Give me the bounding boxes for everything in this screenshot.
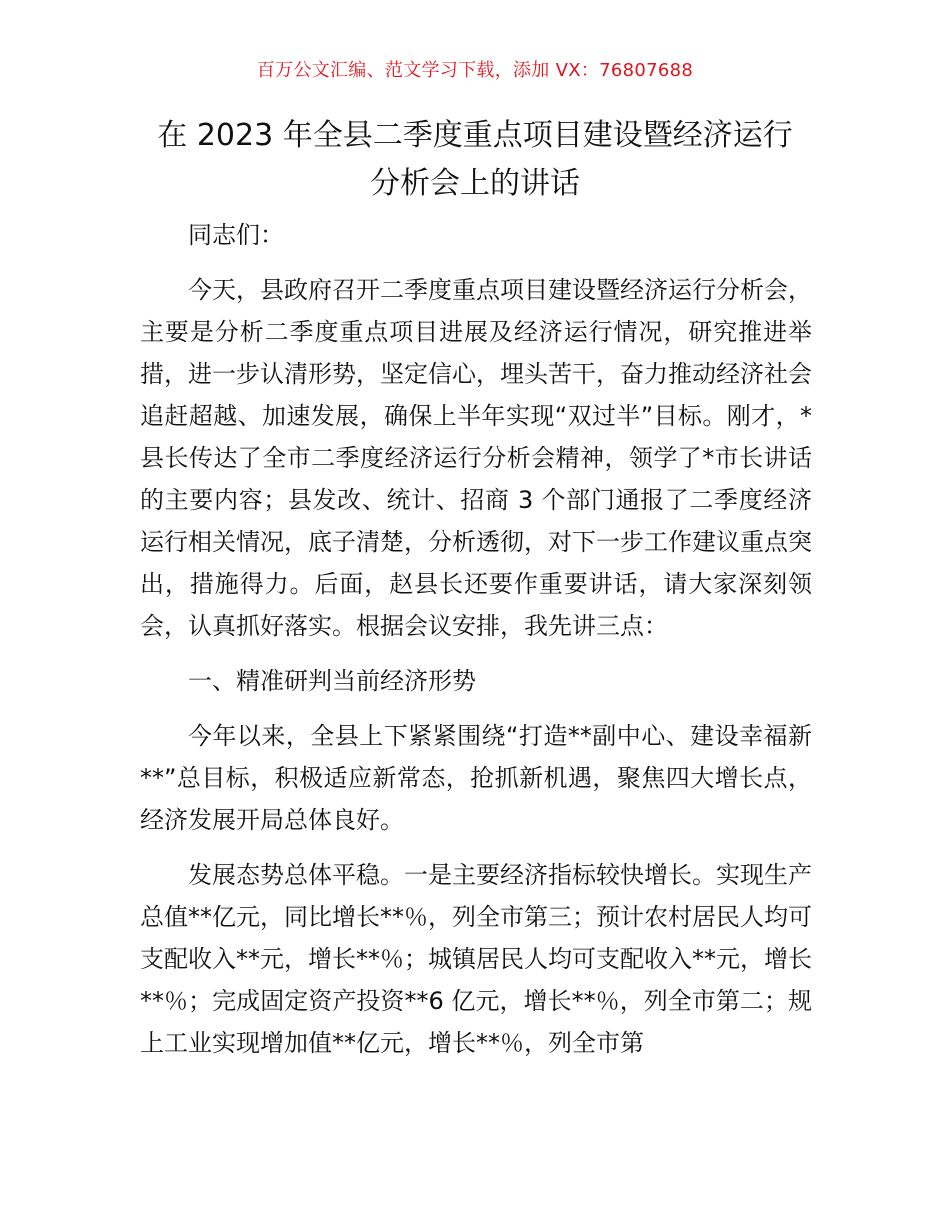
- paragraph-overview: 今年以来，全县上下紧紧围绕“打造**副中心、建设幸福新**”总目标，积极适应新常态，抢抓新机遇，聚焦四大增长点，经济发展开局总体良好。: [140, 722, 812, 834]
- title-line-2: 分析会上的讲话: [370, 166, 580, 201]
- document-body: [140, 214, 812, 1064]
- title-line-1: 在 2023 年全县二季度重点项目建设暨经济运行: [157, 118, 793, 153]
- paragraph-opening: 今天，县政府召开二季度重点项目建设暨经济运行分析会，主要是分析二季度重点项目进展及经济运行情况，研究推进举措，进一步认清形势，坚定信心，埋头苦干，奋力推动经济社会追赶超越、加速发展，确保上半年实现“双过半”目标。刚才，*县长传达了全市二季度经济运行分析会精神，领学了*市长讲话的主要内容；县发改、统计、招商 3 个部门通报了二季度经济运行相关情况，底子清楚，分析透彻，对下一步工作建议重点突出，措施得力。后面，赵县长还要作重要讲话，请大家深刻领会，认真抓好落实。根据会议安排，我先讲三点：: [140, 276, 812, 640]
- paragraph-indicators: 发展态势总体平稳。一是主要经济指标较快增长。实现生产总值**亿元，同比增长**％，列全市第三；预计农村居民人均可支配收入**元，增长**％；城镇居民人均可支配收入**元，增长**％；完成固定资产投资**6 亿元，增长**％，列全市第二；规上工业实现增加值**亿元，增长**％，列全市第: [140, 861, 812, 1057]
- salutation: 同志们：: [188, 221, 284, 249]
- document-title: [100, 112, 850, 208]
- section-heading-1: 一、精准研判当前经济形势: [188, 667, 476, 695]
- watermark-header: 百万公文汇编、范文学习下载，添加 VX：76807688: [256, 60, 694, 81]
